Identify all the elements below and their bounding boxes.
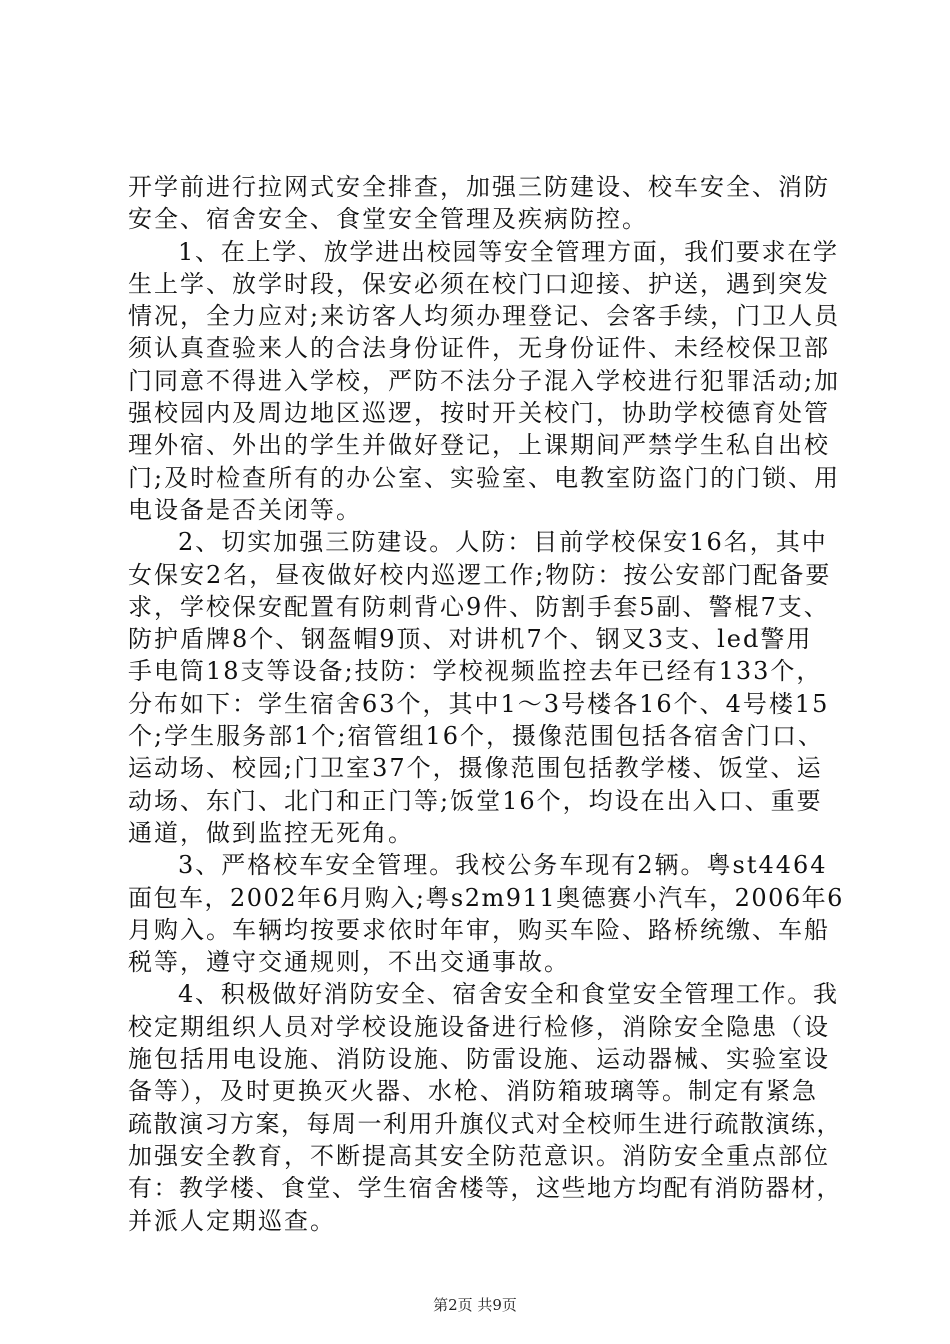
text-line: 1、在上学、放学进出校园等安全管理方面，我们要求在学 (178, 237, 839, 266)
text-line: 生上学、放学时段，保安必须在校门口迎接、护送，遇到突发 (128, 269, 830, 298)
text-line: 分布如下：学生宿舍63个，其中1～3号楼各16个、4号楼15 (128, 689, 830, 718)
text-line: 加强安全教育，不断提高其安全防范意识。消防安全重点部位 (128, 1141, 830, 1170)
text-line: 备等），及时更换灭火器、水枪、消防箱玻璃等。制定有紧急 (128, 1077, 818, 1106)
text-line: 门;及时检查所有的办公室、实验室、电教室防盗门的门锁、用 (128, 463, 841, 492)
text-line: 求，学校保安配置有防刺背心9件、防割手套5副、警棍7支、 (128, 592, 830, 621)
text-line: 强校园内及周边地区巡逻，按时开关校门，协助学校德育处管 (128, 399, 830, 428)
text-line: 理外宿、外出的学生并做好登记，上课期间严禁学生私自出校 (128, 431, 830, 460)
text-line: 安全、宿舍安全、食堂安全管理及疾病防控。 (128, 205, 648, 234)
text-line: 2、切实加强三防建设。人防：目前学校保安16名，其中 (178, 528, 828, 557)
text-line: 个;学生服务部1个;宿管组16个，摄像范围包括各宿舍门口、 (128, 722, 824, 751)
document-body (128, 171, 844, 1237)
text-line: 3、严格校车安全管理。我校公务车现有2辆。粤st4464 (178, 851, 828, 880)
text-line: 并派人定期巡查。 (128, 1206, 336, 1235)
text-line: 4、积极做好消防安全、宿舍安全和食堂安全管理工作。我 (178, 980, 839, 1009)
text-line: 疏散演习方案，每周一利用升旗仪式对全校师生进行疏散演练， (128, 1109, 842, 1138)
text-line: 电设备是否关闭等。 (128, 495, 362, 524)
text-line: 运动场、校园;门卫室37个，摄像范围包括教学楼、饭堂、运 (128, 754, 823, 783)
text-line: 校定期组织人员对学校设施设备进行检修，消除安全隐患（设 (128, 1012, 830, 1041)
text-line: 面包车，2002年6月购入;粤s2m911奥德赛小汽车，2006年6 (128, 883, 844, 912)
text-line: 有：教学楼、食堂、学生宿舍楼等，这些地方均配有消防器材， (128, 1174, 842, 1203)
page-number-footer: 第2页 共9页 (433, 1296, 517, 1314)
text-line: 防护盾牌8个、钢盔帽9顶、对讲机7个、钢叉3支、led警用 (128, 625, 813, 654)
text-line: 门同意不得进入学校，严防不法分子混入学校进行犯罪活动;加 (128, 366, 841, 395)
text-line: 开学前进行拉网式安全排查，加强三防建设、校车安全、消防 (128, 173, 830, 201)
text-line: 情况，全力应对;来访客人均须办理登记、会客手续，门卫人员 (128, 302, 841, 331)
text-line: 手电筒18支等设备;技防：学校视频监控去年已经有133个， (128, 657, 823, 686)
text-line: 税等，遵守交通规则，不出交通事故。 (128, 948, 570, 977)
text-line: 动场、东门、北门和正门等;饭堂16个，均设在出入口、重要 (128, 786, 823, 815)
text-line: 月购入。车辆均按要求依时年审，购买车险、路桥统缴、车船 (128, 915, 830, 944)
text-line: 施包括用电设施、消防设施、防雷设施、运动器械、实验室设 (128, 1045, 830, 1074)
text-line: 女保安2名，昼夜做好校内巡逻工作;物防：按公安部门配备要 (128, 560, 832, 589)
text-line: 通道，做到监控无死角。 (128, 818, 414, 847)
text-line: 须认真查验来人的合法身份证件，无身份证件、未经校保卫部 (128, 334, 830, 363)
